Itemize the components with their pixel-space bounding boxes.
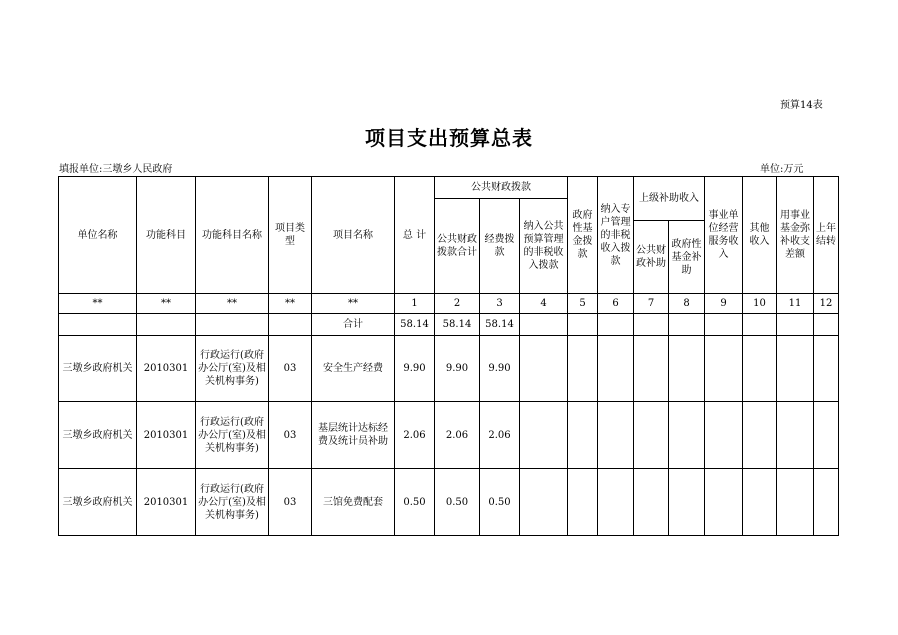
index-cell: 6	[598, 294, 634, 314]
header-func-code: 功能科目	[137, 177, 196, 294]
index-cell: 1	[395, 294, 435, 314]
header-public-total: 公共财政拨款合计	[435, 199, 480, 294]
header-upper-gov: 政府性基金补助	[669, 221, 705, 294]
header-proj-name: 项目名称	[312, 177, 395, 294]
index-cell: 10	[743, 294, 777, 314]
index-cell: 7	[634, 294, 669, 314]
index-cell: 3	[480, 294, 520, 314]
row-func-name: 行政运行(政府办公厅(室)及相关机构事务)	[196, 336, 269, 402]
header-nontax: 纳入公共预算管理的非税收入拨款	[520, 199, 568, 294]
money-unit: 单位:万元	[760, 164, 804, 175]
index-cell: **	[137, 294, 196, 314]
row-code: 2010301	[137, 402, 196, 469]
row-func-name: 行政运行(政府办公厅(室)及相关机构事务)	[196, 402, 269, 469]
row-code: 2010301	[137, 469, 196, 536]
row-proj-name: 三馆免费配套	[312, 469, 395, 536]
summary-row	[59, 314, 839, 336]
row-func-name: 行政运行(政府办公厅(室)及相关机构事务)	[196, 469, 269, 536]
row-type: 03	[269, 469, 312, 536]
header-expense: 经费拨款	[480, 199, 520, 294]
index-cell: 8	[669, 294, 705, 314]
summary-label: 合计	[312, 314, 395, 336]
row-total: 0.50	[395, 469, 435, 536]
header-func-name: 功能科目名称	[196, 177, 269, 294]
header-other: 其他收入	[743, 177, 777, 294]
table-row	[59, 402, 839, 469]
summary-expense: 58.14	[480, 314, 520, 336]
header-proj-type: 项目类型	[269, 177, 312, 294]
header-special: 纳入专户管理的非税收入拨款	[598, 177, 634, 294]
row-public-total: 2.06	[435, 402, 480, 469]
reporting-unit: 填报单位:三墩乡人民政府	[59, 164, 173, 175]
index-cell: 2	[435, 294, 480, 314]
row-public-total: 0.50	[435, 469, 480, 536]
row-type: 03	[269, 336, 312, 402]
index-cell: **	[269, 294, 312, 314]
row-unit: 三墩乡政府机关	[59, 402, 137, 469]
row-total: 2.06	[395, 402, 435, 469]
summary-public-total: 58.14	[435, 314, 480, 336]
budget-table	[58, 176, 839, 536]
row-proj-name: 基层统计达标经费及统计员补助	[312, 402, 395, 469]
header-public-fiscal: 公共财政拨款	[435, 177, 568, 199]
header-upper: 上级补助收入	[634, 177, 705, 221]
row-unit: 三墩乡政府机关	[59, 469, 137, 536]
table-row	[59, 469, 839, 536]
row-code: 2010301	[137, 336, 196, 402]
index-cell: 12	[814, 294, 839, 314]
table-row	[59, 336, 839, 402]
index-cell: **	[59, 294, 137, 314]
row-unit: 三墩乡政府机关	[59, 336, 137, 402]
row-expense: 0.50	[480, 469, 520, 536]
header-carry: 上年结转	[814, 177, 839, 294]
header-business: 事业单位经营服务收入	[705, 177, 743, 294]
index-cell: 11	[777, 294, 814, 314]
header-total: 总 计	[395, 177, 435, 294]
index-row	[59, 294, 839, 314]
header-row-1	[59, 177, 839, 199]
header-gov-fund: 政府性基金拨款	[568, 177, 598, 294]
row-proj-name: 安全生产经费	[312, 336, 395, 402]
page-title: 项目支出预算总表	[365, 126, 533, 150]
row-type: 03	[269, 402, 312, 469]
header-unit-name: 单位名称	[59, 177, 137, 294]
form-number: 预算14表	[780, 100, 823, 111]
index-cell: 4	[520, 294, 568, 314]
index-cell: **	[196, 294, 269, 314]
index-cell: 9	[705, 294, 743, 314]
index-cell: **	[312, 294, 395, 314]
index-cell: 5	[568, 294, 598, 314]
summary-total: 58.14	[395, 314, 435, 336]
row-expense: 9.90	[480, 336, 520, 402]
row-total: 9.90	[395, 336, 435, 402]
header-upper-public: 公共财政补助	[634, 221, 669, 294]
header-fund-gap: 用事业基金弥补收支差额	[777, 177, 814, 294]
row-public-total: 9.90	[435, 336, 480, 402]
row-expense: 2.06	[480, 402, 520, 469]
